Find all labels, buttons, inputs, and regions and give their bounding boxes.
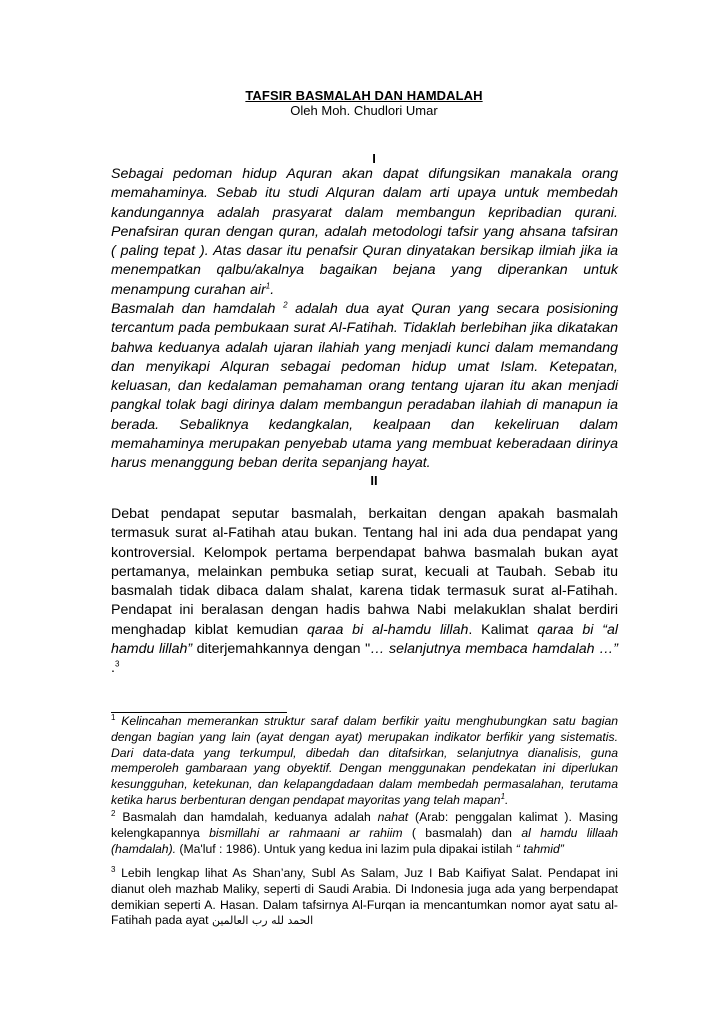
footnote-2-italic-f: al hamdu lillaah (hamdalah).	[111, 825, 619, 856]
footnote-1-sup: 1	[500, 791, 506, 801]
footnote-3	[111, 866, 618, 929]
footnote-2-text-a: Basmalah dan hamdalah, keduanya adalah	[115, 810, 378, 824]
paragraph-1	[111, 165, 618, 300]
paragraph-3	[111, 505, 618, 679]
footnote-3-text: Lebih lengkap lihat As Shan’any, Subl As Salam, Juz I Bab Kaifiyat Salat. Pendapat ini dianut oleh mazhab Maliky, seperti di Saudi Arabia. Di Indonesia juga ada yang berpendapat demikian seperti A. Hasan. Dalam tafsirnya Al-Furqan ia mencantumkan nomor ayat satu al-Fatihah pada ayat	[111, 866, 618, 928]
paragraph-1-end: .	[270, 281, 275, 298]
footnote-2-italic-b: nahat	[377, 810, 409, 824]
paragraph-2-text: adalah dua ayat Quran yang secara posisioning tercantum pada pembukaan surat Al-Fatihah. Tidaklah berlebihan jika dikatakan bahwa keduanya adalah ujaran ilahiah yang menjadi kunci dalam memandang dan menyikapi Alquran sebagai pedoman hidup umat Islam. Ketepatan, keluasan, dan kedalaman pemahaman orang tentang ujaran itu akan menjadi pangkal tolak bagi dirinya dalam membangun peradaban ilahiah di manapun ia berada. Sebaliknya kedangkalan, kealpaan dan kekeliruan dalam memahaminya merupakan penyebab utama yang membuat keberadaan dirinya harus menanggung beban derita sepanjang hayat.	[111, 301, 618, 472]
footnote-3-number: 3	[111, 864, 116, 874]
footnote-1-number: 1	[111, 712, 116, 722]
paragraph-2-start: Basmalah dan hamdalah	[111, 301, 276, 317]
paragraph-3-text-3: diterjemahkannya dengan "	[192, 641, 371, 658]
document-author: Oleh Moh. Chudlori Umar	[290, 103, 438, 118]
footnote-1-end: .	[505, 792, 509, 807]
paragraph-3-text: Debat pendapat seputar basmalah, berkaitan dengan apakah basmalah termasuk surat al-Fatihah atau bukan. Tentang hal ini ada dua pendapat yang kontroversial. Kelompok pertama berpendapat bahwa basmalah bukan ayat pertamanya, melainkan pembuka setiap surat, kecuali at Taubah. Sebab itu basmalah tidak dibaca dalam shalat, karena tidak termasuk surat al-Fatihah. Pendapat ini beralasan dengan hadis bahwa Nabi melakuklan shalat berdiri menghadap kiblat kemudian	[111, 506, 618, 638]
footnote-separator	[111, 712, 287, 713]
section-heading-2: II	[370, 473, 378, 488]
footnote-2-text-g: (Ma'luf : 1986). Untuk yang kedua ini lazim pula dipakai istilah	[176, 841, 516, 856]
footnote-1-text: Kelincahan memerankan struktur saraf dalam berfikir yaitu menghubungkan satu bagian dengan bagian yang lain (ayat dengan ayat) merupakan indikator berfikir yang sistematis. Dari data-data yang terkumpul, dibedah dan ditafsirkan, selanjutnya dianalisis, guna memperoleh gambaraan yang obyektif. Dengan menggunakan pendekatan ini diperlukan kesungguhan, ketekunan, dan kelapangdadaan dalam membedah permasalahan, terutama ketika harus berbenturan dengan pendapat mayoritas yang telah mapan	[111, 714, 618, 807]
paragraph-3-italic-3: … selanjutnya membaca hamdalah …”	[370, 641, 619, 658]
footnote-2	[111, 810, 618, 857]
footnote-2-text-e: ( basmalah) dan	[402, 825, 522, 840]
paragraph-2	[111, 300, 618, 474]
footnote-1	[111, 714, 618, 809]
footnote-2-italic-d: bismillahi ar rahmaani ar rahiim	[209, 825, 403, 840]
paragraph-1-text: Sebagai pedoman hidup Aquran akan dapat difungsikan manakala orang memahaminya. Sebab itu studi Alquran dalam arti upaya untuk membedah kandungannya adalah prasyarat dalam membangun kepribadian qurani. Penafsiran quran dengan quran, adalah metodologi tafsir yang ahsana tafsiran ( paling tepat ). Atas dasar itu penafsir Quran dinyatakan bersikap ilmiah jika ia menempatkan qalbu/akalnya bagaikan bejana yang diperankan untuk menampung curahan air	[111, 166, 618, 298]
footnote-2-text-c: (Arab: penggalan kalimat ). Masing kelengkapannya	[111, 810, 618, 840]
footnote-ref-3[interactable]: 3	[114, 659, 120, 669]
footnote-ref-2[interactable]: 2	[283, 300, 288, 310]
footnote-ref-1[interactable]: 1	[265, 281, 271, 291]
footnote-2-number: 2	[111, 808, 116, 818]
footnote-2-italic-h: “ tahmid”	[515, 841, 564, 856]
paragraph-3-text-4: .	[111, 660, 115, 677]
paragraph-3-italic-1: qaraa bi al-hamdu lillah	[307, 621, 469, 638]
document-title: TAFSIR BASMALAH DAN HAMDALAH	[245, 88, 483, 103]
paragraph-3-italic-2: qaraa bi “al hamdu lillah”	[111, 621, 618, 658]
paragraph-3-text-2: . Kalimat	[468, 621, 538, 638]
footnote-3-arabic: الحمد لله رب العالمين	[211, 914, 314, 928]
section-heading-1: I	[372, 151, 376, 166]
